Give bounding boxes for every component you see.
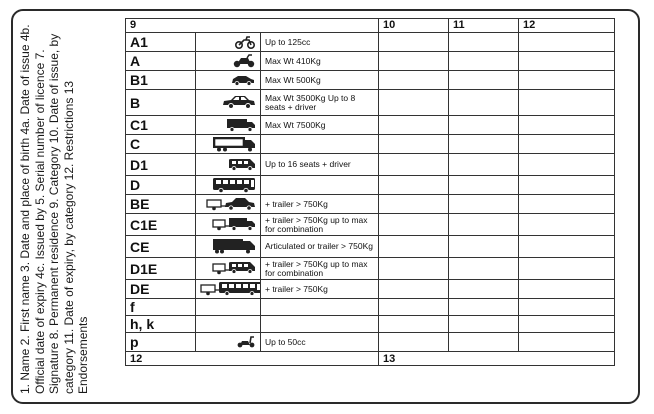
date-of-expiry-cell[interactable] [449,195,519,214]
restrictions-cell[interactable] [519,33,615,52]
category-description [261,299,379,316]
bus-icon [196,176,261,195]
category-description: + trailer > 750Kg up to max for combination [261,214,379,236]
restrictions-cell[interactable] [519,135,615,154]
date-of-expiry-cell[interactable] [449,135,519,154]
date-of-expiry-cell[interactable] [449,258,519,280]
date-of-issue-cell[interactable] [379,33,449,52]
header-col-10: 10 [379,19,449,33]
category-code: h, k [126,316,196,333]
category-code: D1E [126,258,196,280]
category-description: + trailer > 750Kg [261,280,379,299]
category-row [126,316,615,333]
category-code: B1 [126,71,196,90]
date-of-issue-cell[interactable] [379,154,449,176]
restrictions-cell[interactable] [519,333,615,352]
category-code: C [126,135,196,154]
icon-cell-empty [196,316,261,333]
category-description: Up to 125cc [261,33,379,52]
date-of-expiry-cell[interactable] [449,333,519,352]
date-of-expiry-cell[interactable] [449,316,519,333]
category-code: CE [126,236,196,258]
restrictions-cell[interactable] [519,90,615,116]
header-col-11: 11 [449,19,519,33]
category-row [126,299,615,316]
category-description: Max Wt 410Kg [261,52,379,71]
category-row [126,33,615,52]
small-car-icon [196,71,261,90]
footer-col-12: 12 [126,352,379,366]
date-of-expiry-cell[interactable] [449,280,519,299]
footer-col-13: 13 [379,352,615,366]
date-of-issue-cell[interactable] [379,258,449,280]
header-col-9: 9 [126,19,379,33]
category-code: f [126,299,196,316]
date-of-expiry-cell[interactable] [449,154,519,176]
category-code: A1 [126,33,196,52]
category-code: C1E [126,214,196,236]
category-code: BE [126,195,196,214]
category-row [126,195,615,214]
small-truck-icon [196,116,261,135]
restrictions-cell[interactable] [519,116,615,135]
field-legend: 1. Name 2. First name 3. Date and place of birth 4a. Date of issue 4b. Official date of expiry 4c. Issued by 5. Serial number of licence 7. Signature 8. Permanent residence 9. Category 10. Date of issue, by category 11. Date of expiry, by category 12. Restrictions 13 Endorsements [18,24,90,394]
category-code: B [126,90,196,116]
date-of-expiry-cell[interactable] [449,236,519,258]
category-description [261,316,379,333]
category-code: C1 [126,116,196,135]
minibus-icon [196,154,261,176]
restrictions-cell[interactable] [519,280,615,299]
header-row [126,19,615,33]
category-description [261,135,379,154]
car-icon [196,90,261,116]
bus-trailer-icon [196,280,261,299]
category-description: Max Wt 7500Kg [261,116,379,135]
category-description: + trailer > 750Kg up to max for combination [261,258,379,280]
date-of-issue-cell[interactable] [379,116,449,135]
header-col-12: 12 [519,19,615,33]
restrictions-cell[interactable] [519,195,615,214]
restrictions-cell[interactable] [519,52,615,71]
restrictions-cell[interactable] [519,258,615,280]
date-of-issue-cell[interactable] [379,333,449,352]
icon-cell-empty [196,299,261,316]
category-code: A [126,52,196,71]
small-truck-trailer-icon [196,214,261,236]
truck-icon [196,135,261,154]
date-of-issue-cell[interactable] [379,316,449,333]
minibus-trailer-icon [196,258,261,280]
category-row [126,154,615,176]
date-of-expiry-cell[interactable] [449,52,519,71]
category-row [126,236,615,258]
date-of-expiry-cell[interactable] [449,33,519,52]
restrictions-cell[interactable] [519,214,615,236]
category-row [126,258,615,280]
footer-row [126,352,615,366]
restrictions-cell[interactable] [519,176,615,195]
category-code: p [126,333,196,352]
date-of-expiry-cell[interactable] [449,71,519,90]
category-table [125,18,615,366]
category-description: Max Wt 3500Kg Up to 8 seats + driver [261,90,379,116]
date-of-issue-cell[interactable] [379,176,449,195]
category-row [126,90,615,116]
date-of-expiry-cell[interactable] [449,116,519,135]
category-description: Up to 50cc [261,333,379,352]
date-of-expiry-cell[interactable] [449,299,519,316]
category-description: Articulated or trailer > 750Kg [261,236,379,258]
date-of-issue-cell[interactable] [379,280,449,299]
category-row [126,52,615,71]
category-description: + trailer > 750Kg [261,195,379,214]
category-code: DE [126,280,196,299]
car-trailer-icon [196,195,261,214]
date-of-issue-cell[interactable] [379,299,449,316]
scooter-icon [196,333,261,352]
restrictions-cell[interactable] [519,299,615,316]
restrictions-cell[interactable] [519,316,615,333]
side-legend-wrap [12,18,112,398]
date-of-expiry-cell[interactable] [449,214,519,236]
category-code: D [126,176,196,195]
articulated-truck-icon [196,236,261,258]
category-row [126,214,615,236]
date-of-issue-cell[interactable] [379,135,449,154]
category-row [126,71,615,90]
category-row [126,333,615,352]
category-row [126,116,615,135]
date-of-issue-cell[interactable] [379,71,449,90]
category-description: Max Wt 500Kg [261,71,379,90]
category-row [126,176,615,195]
restrictions-cell[interactable] [519,236,615,258]
restrictions-cell[interactable] [519,71,615,90]
moped-icon [196,33,261,52]
category-description: Up to 16 seats + driver [261,154,379,176]
category-description [261,176,379,195]
category-code: D1 [126,154,196,176]
date-of-issue-cell[interactable] [379,90,449,116]
date-of-expiry-cell[interactable] [449,176,519,195]
date-of-issue-cell[interactable] [379,236,449,258]
date-of-issue-cell[interactable] [379,214,449,236]
motorcycle-icon [196,52,261,71]
date-of-issue-cell[interactable] [379,52,449,71]
category-row [126,280,615,299]
date-of-issue-cell[interactable] [379,195,449,214]
date-of-expiry-cell[interactable] [449,90,519,116]
restrictions-cell[interactable] [519,154,615,176]
category-row [126,135,615,154]
